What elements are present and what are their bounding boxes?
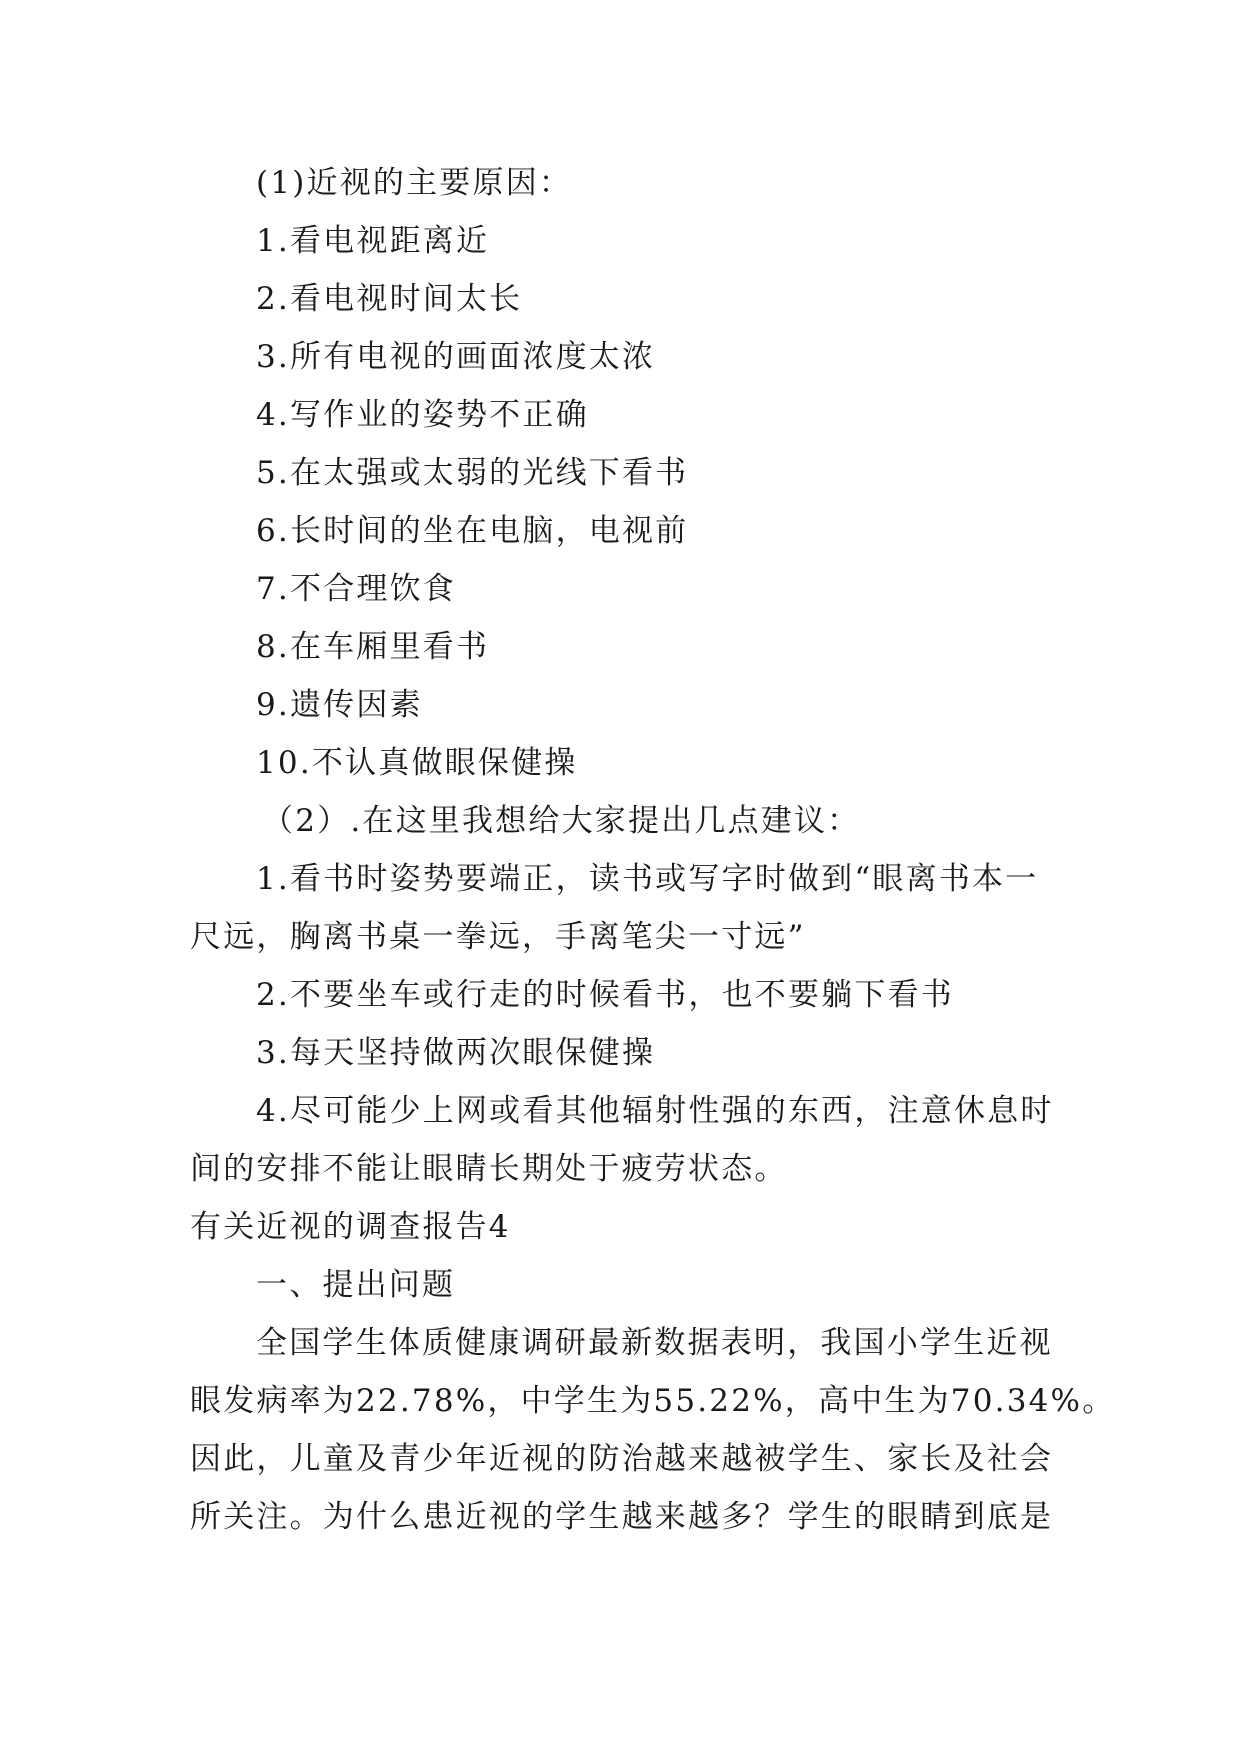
list-item: 2.看电视时间太长 (256, 281, 523, 317)
suggestion-item-4-line-1: 4.尽可能少上网或看其他辐射性强的东西，注意休息时 (256, 1093, 1054, 1129)
suggestion-item-2: 2.不要坐车或行走的时候看书，也不要躺下看书 (256, 977, 954, 1013)
list-item: 10.不认真做眼保健操 (256, 745, 578, 781)
list-item: 3.所有电视的画面浓度太浓 (256, 339, 656, 375)
list-item: 6.长时间的坐在电脑，电视前 (256, 513, 689, 549)
list-item: 9.遗传因素 (256, 687, 423, 723)
section1-title: (1)近视的主要原因： (256, 165, 573, 201)
suggestion-item-1-line-2: 尺远，胸离书桌一拳远，手离笔尖一寸远” (190, 919, 806, 955)
report-title: 有关近视的调查报告4 (190, 1209, 511, 1245)
list-item: 4.写作业的姿势不正确 (256, 397, 589, 433)
list-item: 5.在太强或太弱的光线下看书 (256, 455, 689, 491)
paragraph-line-2: 眼发病率为22.78%，中学生为55.22%，高中生为70.34%。 (190, 1383, 1116, 1419)
suggestion-item-4-line-2: 间的安排不能让眼睛长期处于疲劳状态。 (190, 1151, 788, 1187)
part1-heading: 一、提出问题 (256, 1267, 456, 1303)
paragraph-line-1: 全国学生体质健康调研最新数据表明，我国小学生近视 (256, 1325, 1053, 1361)
paragraph-line-4: 所关注。为什么患近视的学生越来越多？学生的眼睛到底是 (190, 1499, 1054, 1535)
paragraph-line-3: 因此，儿童及青少年近视的防治越来越被学生、家长及社会 (190, 1441, 1054, 1477)
section2-title: （2）.在这里我想给大家提出几点建议： (262, 803, 861, 839)
list-item: 1.看电视距离近 (256, 223, 490, 259)
suggestion-item-1-line-1: 1.看书时姿势要端正，读书或写字时做到“眼离书本一 (256, 861, 1039, 897)
list-item: 7.不合理饮食 (256, 571, 456, 607)
suggestion-item-3: 3.每天坚持做两次眼保健操 (256, 1035, 656, 1071)
list-item: 8.在车厢里看书 (256, 629, 490, 665)
